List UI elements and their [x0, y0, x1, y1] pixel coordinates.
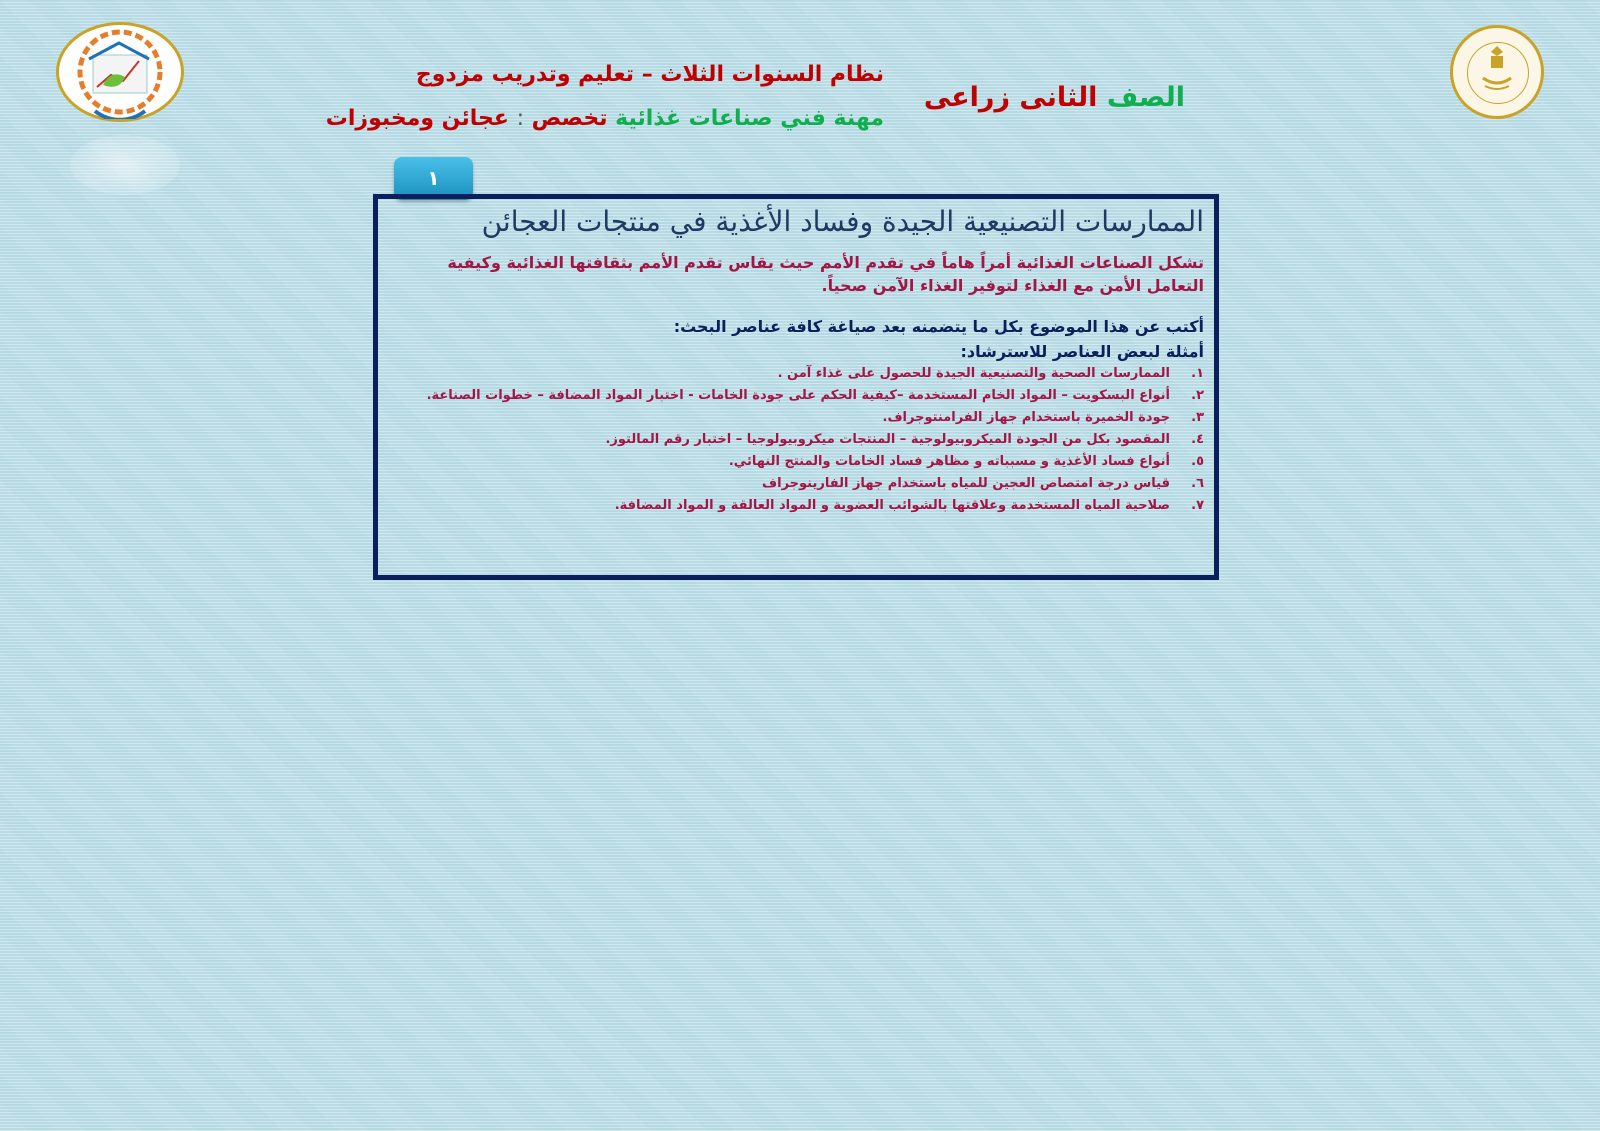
system-title [416, 62, 884, 87]
list-item [392, 364, 1204, 383]
list-item-text: قياس درجة امتصاص العجين للمياه باستخدام جهاز الفارينوجراف [762, 476, 1170, 491]
topic-number-tab[interactable]: ١ [394, 157, 473, 200]
list-item-text: أنواع البسكويت – المواد الخام المستخدمة –كيفية الحكم على جودة الخامات - اختبار المواد المضافة – خطوات الصناعة. [426, 388, 1170, 403]
grade-title [924, 82, 1185, 113]
instruction-text: أكتب عن هذا الموضوع بكل ما يتضمنه بعد صياغة كافة عناصر البحث: [673, 317, 1204, 336]
system-text: نظام السنوات الثلاث – تعليم وتدريب مزدوج [415, 62, 884, 87]
specialization-value: عجائن ومخبوزات [325, 106, 509, 131]
list-item [392, 452, 1204, 471]
list-item [392, 408, 1204, 427]
technical-education-logo [56, 22, 184, 122]
list-item-text: الممارسات الصحية والتصنيعية الجيدة للحصول على غذاء آمن . [777, 366, 1170, 381]
list-item-text: جودة الخميرة باستخدام جهاز الفرامنتوجراف. [882, 410, 1170, 425]
topic-title: الممارسات التصنيعية الجيدة وفساد الأغذية في منتجات العجائن [481, 205, 1204, 238]
list-item [392, 430, 1204, 449]
list-item-text: أنواع فساد الأغذية و مسبباته و مظاهر فساد الخامات والمنتج النهائي. [728, 454, 1170, 469]
list-item-number: ٤. [1191, 432, 1204, 447]
examples-heading: أمثلة لبعض العناصر للاسترشاد: [960, 342, 1204, 361]
list-item-text: المقصود بكل من الجودة الميكروبيولوجية – المنتجات ميكروبيولوجيا – اختبار رقم المالتوز. [605, 432, 1170, 447]
specialization-label: تخصص [531, 106, 608, 131]
logo-shadow [70, 135, 180, 195]
list-item [392, 386, 1204, 405]
list-item [392, 474, 1204, 493]
ministry-of-education-seal [1450, 25, 1544, 119]
examples-list [392, 364, 1204, 515]
topic-intro: تشكل الصناعات الغذائية أمراً هاماً في تقدم الأمم حيث يقاس تقدم الأمم بثقافتها الغذائية وكيفية التعامل الأمن مع الغذاء لتوفير الغذاء الآمن صحياً. [447, 253, 1204, 295]
list-item-number: ٧. [1191, 498, 1204, 513]
profession-title [326, 106, 884, 131]
list-item-text: صلاحية المياه المستخدمة وعلاقتها بالشوائب العضوية و المواد العالقة و المواد المضافة. [614, 498, 1170, 513]
list-item-number: ٥. [1191, 454, 1204, 469]
grade-label: الصف [1106, 82, 1185, 113]
list-item-number: ٦. [1191, 476, 1204, 491]
specialization-separator: : [516, 106, 524, 131]
list-item-number: ١. [1191, 366, 1204, 381]
topic-content-box [373, 194, 1219, 580]
profession-text: مهنة فني صناعات غذائية [615, 106, 884, 131]
list-item-number: ٢. [1191, 388, 1204, 403]
grade-value: الثانى زراعى [923, 82, 1098, 113]
list-item [392, 496, 1204, 515]
list-item-number: ٣. [1191, 410, 1204, 425]
